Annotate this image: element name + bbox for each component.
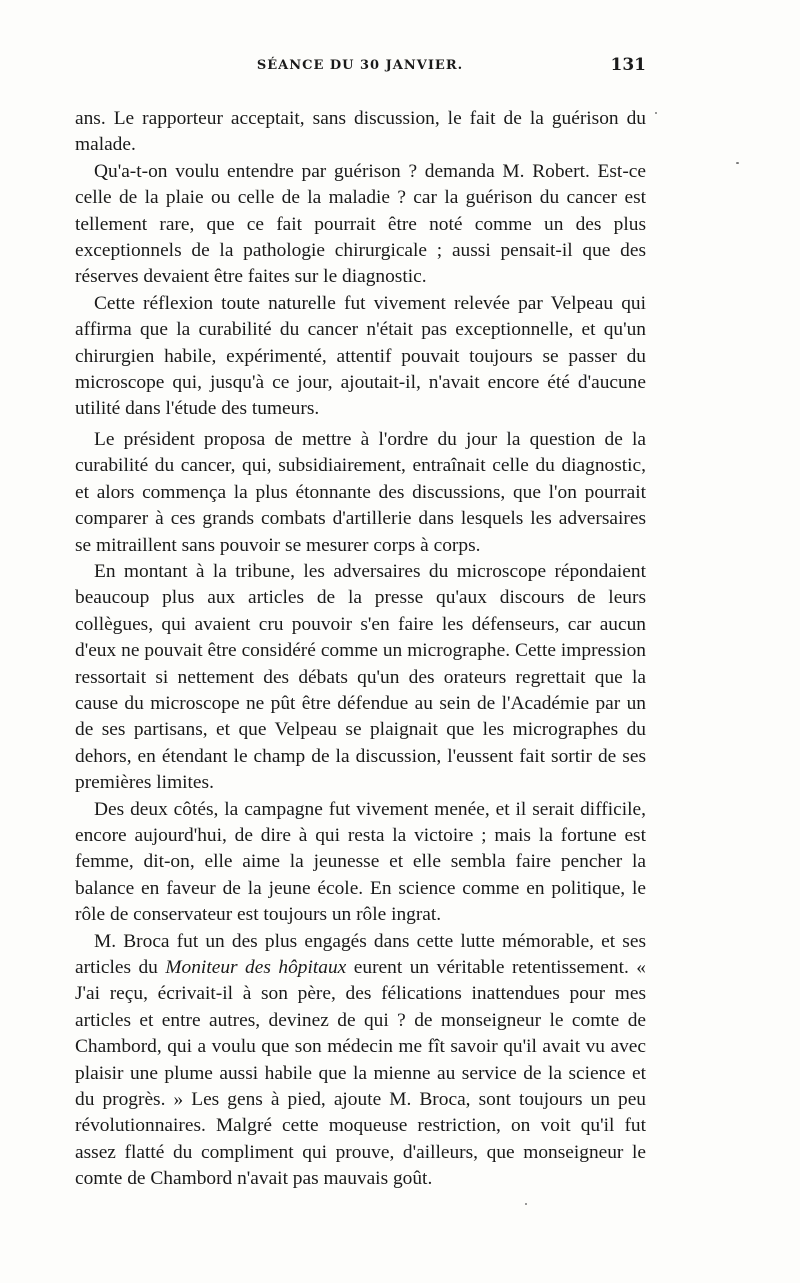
paragraph-7 bbox=[75, 929, 646, 1193]
paper-speck bbox=[655, 112, 657, 114]
page-number: 131 bbox=[610, 55, 646, 75]
running-title: SÉANCE DU 30 JANVIER. bbox=[256, 58, 464, 73]
paragraph-5: En montant à la tribune, les adversaires du microscope répondaient beaucoup plus aux articles de la presse qu'aux discours de leurs collègues, qui avaient cru pouvoir s'en faire les défenseurs, car aucun d'eux ne pouvait être considéré comme un micrographe. Cette impression ressortait si nettement des débats qu'un des orateurs regrettait que la cause du microscope ne pût être défendue au sein de l'Académie par un de ses partisans, et que Velpeau se plaignait que les micrographes du dehors, en étendant le champ de la discussion, l'eussent fait sortir de ses premières limites. bbox=[75, 560, 646, 794]
running-head bbox=[74, 55, 646, 82]
paragraph-4: Le président proposa de mettre à l'ordre du jour la question de la curabilité du cancer, qui, subsidiairement, entraînait celle du diagnostic, et alors commença la plus étonnante des discussions, que l'on pourrait comparer à ces grands combats d'artillerie dans lesquels les adversaires se mitraillent sans pouvoir se mesurer corps à corps. bbox=[75, 428, 646, 556]
paragraph-7-end: eurent un véritable retentissement. « J'ai reçu, écrivait-il à son père, des félications inattendues pour mes articles et entre autres, devinez de qui ? de monseigneur le comte de Chambord, qui a voulu que son médecin me fît savoir qu'il avait vu avec plaisir une plume aussi habile que la mienne au service de la science et du progrès. » Les gens à pied, ajoute M. Broca, sont toujours un peu révolutionnaires. Malgré cette moqueuse restriction, on voit qu'il fut assez flatté du compliment qui prouve, d'ailleurs, que monseigneur le comte de Chambord n'avait pas mauvais goût. bbox=[75, 957, 647, 1190]
paragraph-6: Des deux côtés, la campagne fut vivement menée, et il serait difficile, encore aujourd'hui, de dire à qui resta la victoire ; mais la fortune est femme, dit-on, elle aime la jeunesse et elle sembla faire pencher la balance en faveur de la jeune école. En science comme en politique, le rôle de conservateur est toujours un rôle ingrat. bbox=[75, 798, 646, 926]
paragraph-1: ans. Le rapporteur acceptait, sans discussion, le fait de la guérison du malade. bbox=[75, 108, 646, 156]
body-text bbox=[75, 106, 646, 1193]
paragraph-2: Qu'a-t-on voulu entendre par guérison ? demanda M. Robert. Est-ce celle de la plaie ou celle de la maladie ? car la guérison du cancer est tellement rare, que ce fait pourrait être noté comme un des plus exceptionnels de la pathologie chirurgicale ; aussi pensait-il que des réserves devaient être faites sur le diagnostic. bbox=[75, 160, 646, 288]
paper-speck bbox=[525, 1203, 527, 1205]
paragraph-3: Cette réflexion toute naturelle fut vivement relevée par Velpeau qui affirma que la curabilité du cancer n'était pas exceptionnelle, et qu'un chirurgien habile, expérimenté, attentif pouvait toujours se passer du microscope qui, jusqu'à ce jour, ajoutait-il, n'avait encore été d'aucune utilité dans l'étude des tumeurs. bbox=[75, 292, 646, 420]
journal-title: Moniteur des hôpitaux bbox=[165, 957, 347, 978]
paragraph-7-start: M. Broca fut un des plus engagés dans cette lutte mémorable, et ses articles du bbox=[75, 930, 646, 978]
paper-speck bbox=[736, 162, 739, 164]
